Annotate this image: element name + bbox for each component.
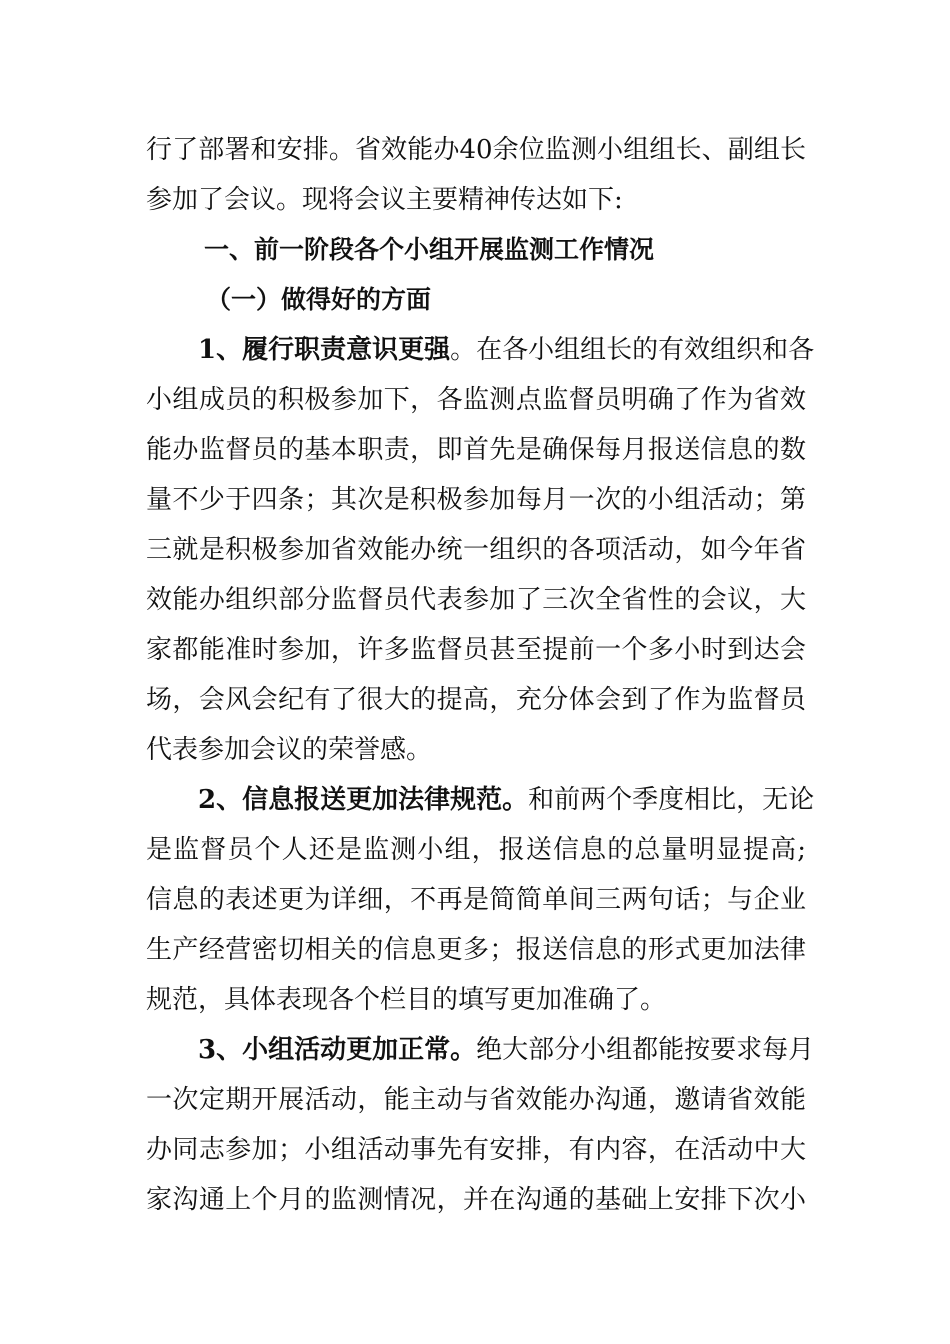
item-1-first-line-text: 。在各小组组长的有效组织和各 xyxy=(450,335,815,365)
item-3-line: 一次定期开展活动，能主动与省效能办沟通，邀请省效能 xyxy=(146,1085,806,1115)
item-1-line: 效能办组织部分监督员代表参加了三次全省性的会议，大 xyxy=(146,585,806,615)
item-2-first-line-text: 和前两个季度相比，无论 xyxy=(528,785,815,815)
item-3-first-line-text: 绝大部分小组都能按要求每月 xyxy=(476,1035,815,1065)
item-1-line: 量不少于四条；其次是积极参加每月一次的小组活动；第 xyxy=(146,485,806,515)
item-1-line: 小组成员的积极参加下，各监测点监督员明确了作为省效 xyxy=(146,385,806,415)
item-1-line: 家都能准时参加，许多监督员甚至提前一个多小时到达会 xyxy=(146,635,806,665)
item-1-line: 代表参加会议的荣誉感。 xyxy=(146,735,433,765)
item-1-line: 三就是积极参加省效能办统一组织的各项活动，如今年省 xyxy=(146,535,806,565)
item-2-title: 2、信息报送更加法律规范。 xyxy=(198,785,529,815)
item-3-title: 3、小组活动更加正常。 xyxy=(198,1035,477,1065)
item-2-line: 生产经营密切相关的信息更多；报送信息的形式更加法律 xyxy=(146,935,806,965)
item-3-first-line xyxy=(198,1032,815,1068)
item-2-first-line xyxy=(198,782,815,818)
intro-line-1: 行了部署和安排。省效能办40余位监测小组组长、副组长 xyxy=(146,135,806,165)
item-1-line: 能办监督员的基本职责，即首先是确保每月报送信息的数 xyxy=(146,435,806,465)
item-3-line: 家沟通上个月的监测情况，并在沟通的基础上安排下次小 xyxy=(146,1185,806,1215)
section-heading-1: 一、前一阶段各个小组开展监测工作情况 xyxy=(204,235,655,264)
intro-line-2: 参加了会议。现将会议主要精神传达如下: xyxy=(146,185,623,215)
subsection-heading-1: （一）做得好的方面 xyxy=(206,285,432,314)
item-1-first-line xyxy=(198,332,815,368)
item-1-title: 1、履行职责意识更强 xyxy=(198,335,451,365)
item-2-line: 规范，具体表现各个栏目的填写更加准确了。 xyxy=(146,985,667,1015)
item-3-line: 办同志参加；小组活动事先有安排，有内容，在活动中大 xyxy=(146,1135,806,1165)
item-2-line: 是监督员个人还是监测小组，报送信息的总量明显提高; xyxy=(146,835,806,865)
item-2-line: 信息的表述更为详细，不再是简简单间三两句话；与企业 xyxy=(146,885,806,915)
item-1-line: 场，会风会纪有了很大的提高，充分体会到了作为监督员 xyxy=(146,685,806,715)
